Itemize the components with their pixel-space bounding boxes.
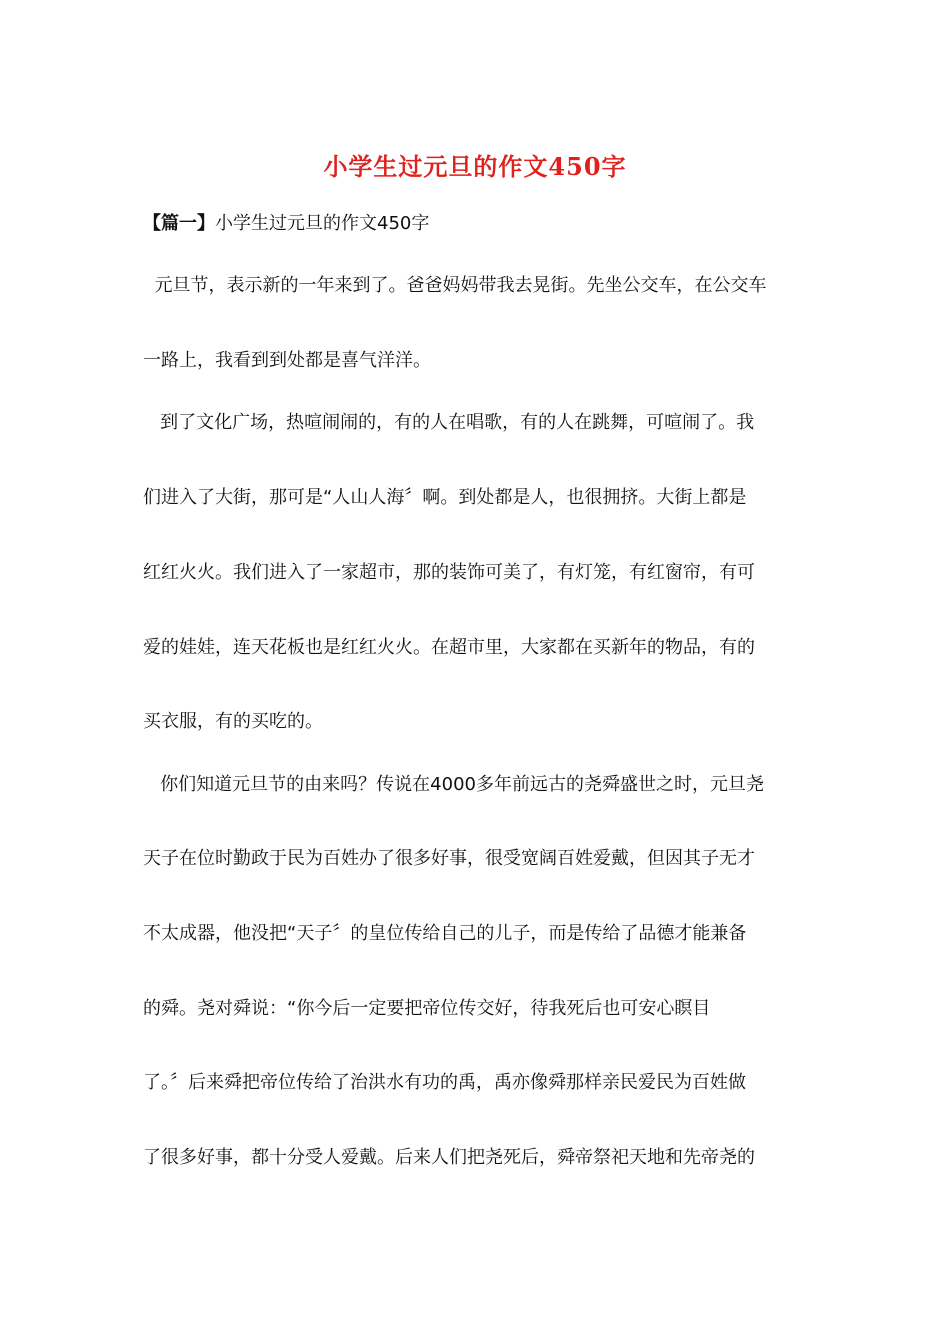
paragraph-line: 天子在位时勤政于民为百姓办了很多好事，很受宽阔百姓爱戴，但因其子无才	[143, 848, 755, 869]
paragraph-line: 一路上，我看到到处都是喜气洋洋。	[143, 350, 431, 371]
paragraph-line: 元旦节，表示新的一年来到了。爸爸妈妈带我去晃街。先坐公交车，在公交车	[143, 275, 767, 296]
section-heading-bracket: 【篇一】	[143, 213, 215, 234]
paragraph-line: 到了文化广场，热喧闹闹的，有的人在唱歌，有的人在跳舞，可喧闹了。我	[143, 412, 755, 433]
paragraph-line: 爱的娃娃，连天花板也是红红火火。在超市里，大家都在买新年的物品，有的	[143, 637, 755, 658]
paragraph-line: 你们知道元旦节的由来吗？传说在4000多年前远古的尧舜盛世之时，元旦尧	[143, 774, 764, 795]
paragraph-line: 不太成器，他没把“天子〞的皇位传给自己的儿子，而是传给了品德才能兼备	[143, 923, 747, 944]
section-heading-text: 小学生过元旦的作文450字	[215, 213, 430, 234]
paragraph-line: 们进入了大街，那可是“人山人海〞啊。到处都是人，也很拥挤。大街上都是	[143, 487, 747, 508]
section-heading	[143, 210, 429, 238]
paragraph-line: 了。〞后来舜把帝位传给了治洪水有功的禹，禹亦像舜那样亲民爱民为百姓做	[143, 1072, 746, 1093]
paragraph-line: 的舜。尧对舜说：“你今后一定要把帝位传交好，待我死后也可安心瞑目	[143, 998, 711, 1019]
paragraph-line: 红红火火。我们进入了一家超市，那的装饰可美了，有灯笼，有红窗帘，有可	[143, 562, 755, 583]
paragraph-line: 买衣服，有的买吃的。	[143, 711, 323, 732]
document-title: 小学生过元旦的作文450字	[323, 152, 627, 181]
paragraph-line: 了很多好事，都十分受人爱戴。后来人们把尧死后，舜帝祭祀天地和先帝尧的	[143, 1147, 755, 1168]
